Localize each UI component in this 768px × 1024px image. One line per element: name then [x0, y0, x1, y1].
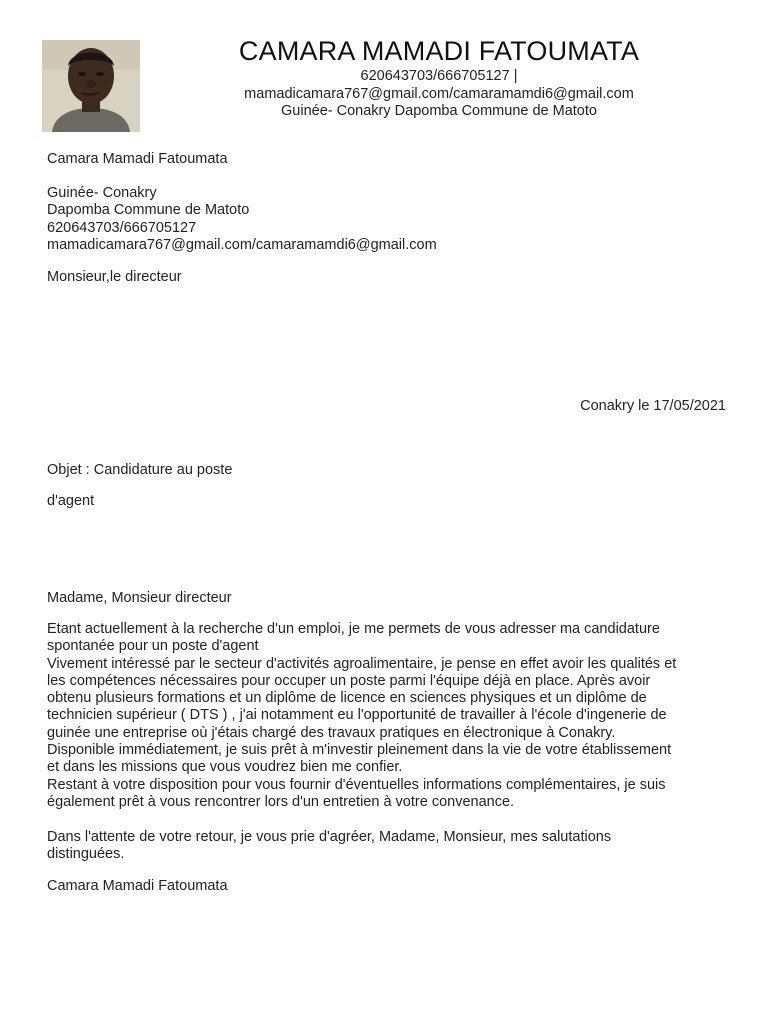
address-line: Dapomba Commune de Matoto	[47, 202, 250, 219]
closing-formula	[47, 829, 727, 864]
closing-line: distinguées.	[47, 846, 125, 863]
salutation: Madame, Monsieur directeur	[47, 590, 232, 606]
body-line: obtenu plusieurs formations et un diplôme de licence en sciences physiques et un diplôme de	[47, 690, 647, 707]
header-location: Guinée- Conakry Dapomba Commune de Matoto	[281, 103, 597, 119]
sender-name: Camara Mamadi Fatoumata	[47, 151, 228, 167]
closing-line: Dans l'attente de votre retour, je vous prie d'agréer, Madame, Monsieur, mes salutations	[47, 829, 612, 845]
sender-address	[47, 185, 727, 254]
body-line: Restant à votre disposition pour vous fournir d'éventuelles informations complémentaires, je suis	[47, 776, 666, 793]
object-line: Objet : Candidature au poste	[47, 462, 233, 478]
header-email: mamadicamara767@gmail.com/camaramamdi6@gmail.com	[244, 85, 634, 102]
body-line: guinée une entreprise où j'étais chargé des travaux pratiques en électronique à Conakry.	[47, 724, 616, 741]
letter-body	[47, 621, 727, 811]
body-line: Disponible immédiatement, je suis prêt à m'investir pleinement dans la vie de votre établissement	[47, 742, 672, 759]
body-line: Vivement intéressé par le secteur d'activités agroalimentaire, je pense en effet avoir les qualités et	[47, 655, 677, 672]
portrait-image	[42, 40, 140, 132]
signature: Camara Mamadi Fatoumata	[47, 878, 228, 894]
body-line: également prêt à vous rencontrer lors d'un entretien à votre convenance.	[47, 793, 515, 810]
letter-date: Conakry le 17/05/2021	[580, 398, 726, 414]
body-line: Etant actuellement à la recherche d'un emploi, je me permets de vous adresser ma candidature	[47, 621, 660, 637]
object-line-continued: d'agent	[47, 493, 95, 509]
header-phone: 620643703/666705127 |	[360, 68, 518, 84]
profile-photo	[42, 40, 140, 132]
body-line: les compétences nécessaires pour occuper un poste parmi l'équipe déjà en place. Après avoir	[47, 672, 651, 689]
body-line: spontanée pour un poste d'agent	[47, 638, 259, 655]
body-line: et dans les missions que vous voudrez bien me confier.	[47, 759, 403, 776]
recipient: Monsieur,le directeur	[47, 269, 182, 285]
address-line: 620643703/666705127	[47, 219, 197, 236]
letter-header	[150, 34, 728, 121]
address-line: Guinée- Conakry	[47, 185, 157, 201]
header-name: CAMARA MAMADI FATOUMATA	[238, 36, 640, 66]
address-line: mamadicamara767@gmail.com/camaramamdi6@gmail.com	[47, 236, 437, 253]
body-line: technicien supérieur ( DTS ) , j'ai notamment eu l'opportunité de travailler à l'école d'ingenerie de	[47, 707, 667, 724]
